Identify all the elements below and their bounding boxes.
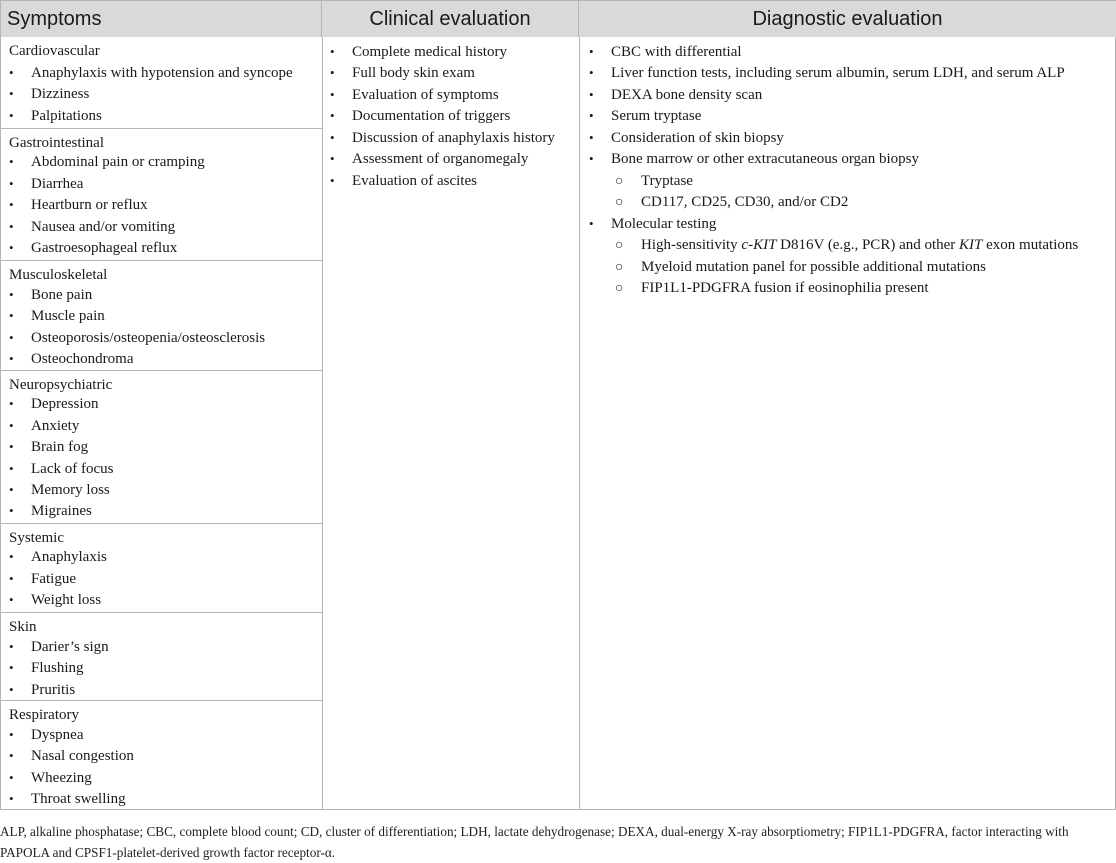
list-item: • Documentation of triggers (330, 108, 511, 124)
list-item: • Bone pain (9, 287, 93, 303)
group-title: Neuropsychiatric (9, 377, 113, 393)
list-item: • Assessment of organomegaly (330, 151, 529, 167)
list-item: • Nausea and/or vomiting (9, 219, 176, 235)
list-item: • Dyspnea (9, 727, 84, 743)
symptom-group-cardiovascular (1, 37, 322, 129)
list-item: • Lack of focus (9, 461, 114, 477)
list-item: • Molecular testing (589, 216, 717, 232)
list-item: • Migraines (9, 503, 92, 519)
list-item: • Pruritis (9, 682, 76, 698)
list-item: • Nasal congestion (9, 748, 134, 764)
symptom-group-systemic (1, 524, 322, 613)
list-item: • Memory loss (9, 482, 110, 498)
list-item: • Liver function tests, including serum albumin, serum LDH, and serum ALP (589, 65, 1065, 81)
column-divider (579, 37, 580, 810)
header-clinical-evaluation: Clinical evaluation (322, 1, 579, 37)
list-item: • Fatigue (9, 571, 76, 587)
list-item: • Muscle pain (9, 308, 105, 324)
list-item: • Discussion of anaphylaxis history (330, 130, 555, 146)
list-item: • Full body skin exam (330, 65, 475, 81)
sub-list-item: ○ High-sensitivity c-KIT D816V (e.g., PCR) and other KIT exon mutations (615, 237, 1079, 253)
symptom-group-skin (1, 613, 322, 701)
group-title: Gastrointestinal (9, 135, 104, 151)
group-title: Skin (9, 619, 37, 635)
list-item: • Diarrhea (9, 176, 84, 192)
list-item: • Osteoporosis/osteopenia/osteosclerosis (9, 330, 266, 346)
list-item: • Brain fog (9, 439, 89, 455)
group-title: Cardiovascular (9, 43, 100, 59)
list-item: • Anaphylaxis with hypotension and syncope (9, 65, 293, 81)
list-item: • Anaphylaxis (9, 549, 107, 565)
list-item: • Depression (9, 396, 99, 412)
sub-list-item: ○ CD117, CD25, CD30, and/or CD2 (615, 194, 849, 210)
list-item: • Bone marrow or other extracutaneous organ biopsy (589, 151, 919, 167)
list-item: • Consideration of skin biopsy (589, 130, 784, 146)
list-item: • Weight loss (9, 592, 102, 608)
list-item: • Complete medical history (330, 44, 507, 60)
symptom-group-gastrointestinal (1, 129, 322, 261)
list-item: • Evaluation of symptoms (330, 87, 499, 103)
header-diagnostic-evaluation: Diagnostic evaluation (579, 1, 1116, 37)
column-divider (322, 37, 323, 810)
list-item: • Palpitations (9, 108, 102, 124)
table-footnote: ALP, alkaline phosphatase; CBC, complete blood count; CD, cluster of differentiation; LDH, lactate dehydrogenase; DEXA, dual-energy X-ray absorptiometry; FIP1L1-PDGFRA, factor interacting with PAPOLA and CPSF1-platelet-derived growth factor receptor-α. (0, 824, 1069, 860)
header-symptoms: Symptoms (1, 1, 322, 37)
list-item: • Evaluation of ascites (330, 173, 477, 189)
list-item: • Serum tryptase (589, 108, 702, 124)
list-item: • Throat swelling (9, 791, 126, 807)
list-item: • Wheezing (9, 770, 92, 786)
sub-list-item: ○ Myeloid mutation panel for possible additional mutations (615, 259, 986, 275)
list-item: • Osteochondroma (9, 351, 134, 367)
sub-list-item: ○ FIP1L1-PDGFRA fusion if eosinophilia present (615, 280, 929, 296)
list-item: • DEXA bone density scan (589, 87, 763, 103)
list-item: • Heartburn or reflux (9, 197, 148, 213)
list-item: • Dizziness (9, 86, 90, 102)
list-item: • Flushing (9, 660, 84, 676)
group-title: Musculoskeletal (9, 267, 108, 283)
sub-list-item: ○ Tryptase (615, 173, 693, 189)
symptom-group-neuropsychiatric (1, 371, 322, 524)
list-item: • Anxiety (9, 418, 80, 434)
group-title: Respiratory (9, 707, 79, 723)
group-title: Systemic (9, 530, 64, 546)
list-item: • Gastroesophageal reflux (9, 240, 178, 256)
list-item: • Abdominal pain or cramping (9, 154, 205, 170)
list-item: • CBC with differential (589, 44, 742, 60)
symptom-group-respiratory (1, 701, 322, 810)
symptom-group-musculoskeletal (1, 261, 322, 371)
list-item: • Darier’s sign (9, 639, 109, 655)
